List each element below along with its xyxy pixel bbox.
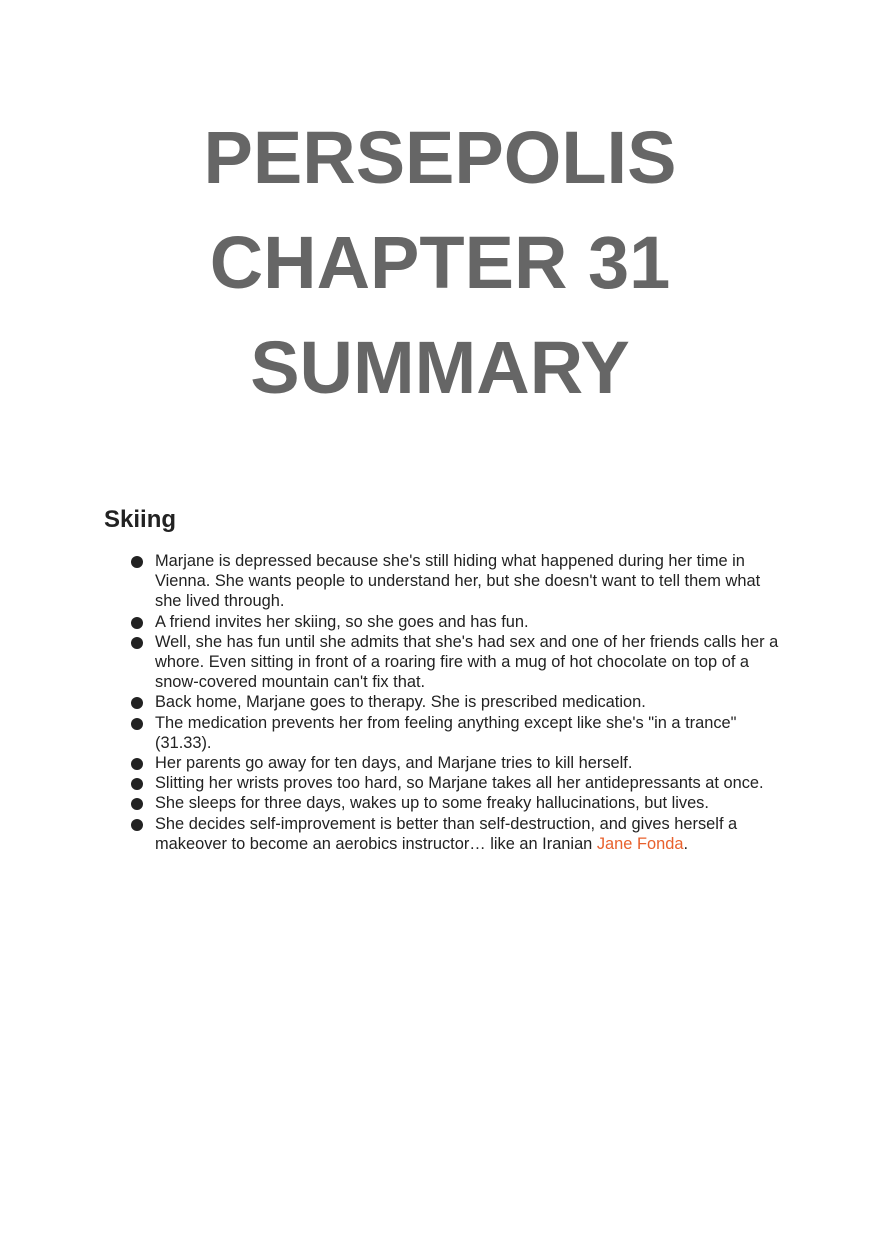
list-item-text: Slitting her wrists proves too hard, so Marjane takes all her antidepressants at once.	[155, 774, 764, 793]
summary-list	[104, 551, 784, 854]
section-heading: Skiing	[104, 506, 177, 533]
bullet-icon	[131, 758, 143, 770]
bullet-icon	[131, 697, 143, 709]
list-item	[104, 713, 784, 753]
list-item-suffix: .	[683, 834, 688, 853]
jane-fonda-link[interactable]: Jane Fonda	[596, 834, 684, 853]
bullet-icon	[131, 718, 143, 730]
list-item	[104, 632, 784, 693]
list-item	[104, 814, 784, 854]
list-item-text: Well, she has fun until she admits that she's had sex and one of her friends calls her a whore. Even sitting in front of a roaring fire with a mug of hot chocolate on top of a snow-covered mountain can't fix that.	[155, 632, 779, 692]
title-line: SUMMARY	[250, 326, 630, 409]
page-title	[0, 105, 880, 420]
list-item-text: Her parents go away for ten days, and Marjane tries to kill herself.	[155, 754, 633, 773]
list-item	[104, 753, 784, 773]
list-item-text: The medication prevents her from feeling anything except like she's "in a trance" (31.33).	[155, 713, 737, 752]
list-item-text: Back home, Marjane goes to therapy. She is prescribed medication.	[155, 693, 646, 712]
title-line: CHAPTER 31	[209, 221, 671, 304]
list-item-text: A friend invites her skiing, so she goes and has fun.	[155, 612, 529, 631]
list-item-text: She sleeps for three days, wakes up to some freaky hallucinations, but lives.	[155, 794, 709, 813]
bullet-icon	[131, 778, 143, 790]
bullet-icon	[131, 637, 143, 649]
bullet-icon	[131, 556, 143, 568]
list-item	[104, 793, 784, 813]
list-item	[104, 773, 784, 793]
bullet-icon	[131, 819, 143, 831]
title-line: PERSEPOLIS	[203, 116, 677, 199]
list-item	[104, 612, 784, 632]
list-item	[104, 551, 784, 612]
list-item-text: She decides self-improvement is better than self-destruction, and gives herself a makeover to become an aerobics instructor… like an Iranian	[155, 814, 738, 853]
bullet-icon	[131, 798, 143, 810]
list-item	[104, 692, 784, 712]
bullet-icon	[131, 617, 143, 629]
list-item-text: Marjane is depressed because she's still hiding what happened during her time in Vienna. She wants people to understand her, but she doesn't want to tell them what she lived through.	[155, 552, 761, 611]
